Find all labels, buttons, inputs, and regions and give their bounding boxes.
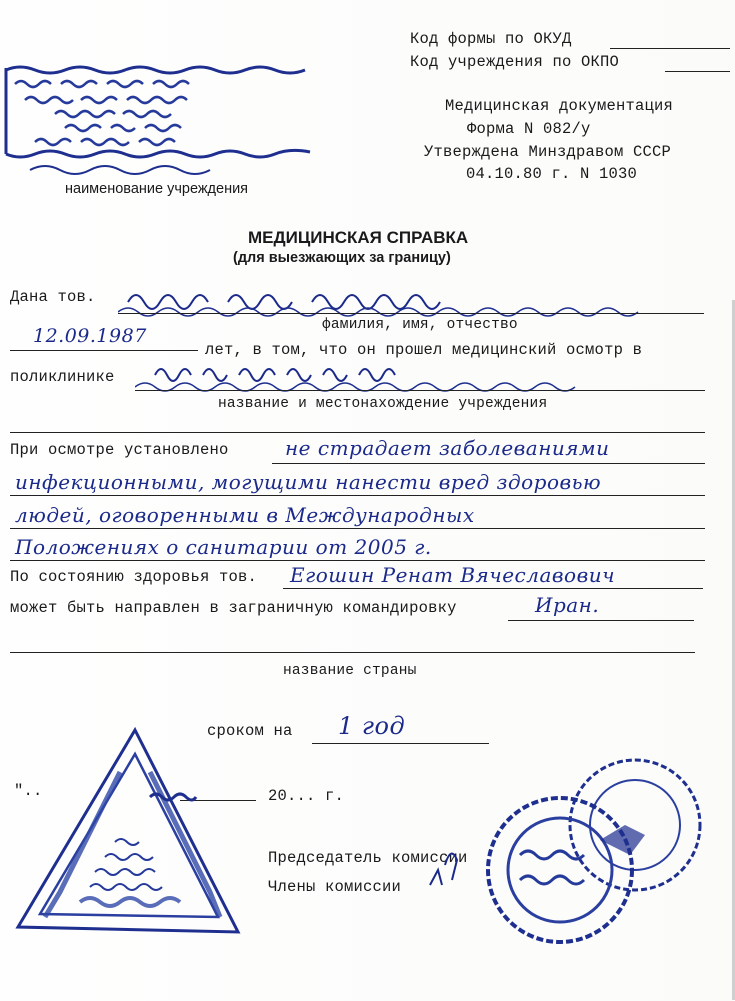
birth-date-line — [10, 350, 198, 351]
okud-field[interactable] — [610, 48, 730, 49]
okud-label: Код формы по ОКУД — [410, 30, 572, 48]
issued-to-label: Дана тов. — [10, 288, 96, 306]
document-title: МЕДИЦИНСКАЯ СПРАВКА — [248, 228, 469, 247]
document-subtitle: (для выезжающих за границу) — [233, 250, 451, 266]
country-caption: название страны — [283, 663, 417, 679]
health-line — [283, 588, 703, 589]
clinic-line-2 — [10, 432, 705, 433]
exam-line-3 — [10, 528, 705, 529]
okpo-field[interactable] — [665, 71, 730, 72]
exam-finding-line-1[interactable]: не страдает заболеваниями — [285, 436, 610, 460]
okpo-label: Код учреждения по ОКПО — [410, 53, 620, 71]
exam-line-2 — [10, 495, 705, 496]
name-caption: фамилия, имя, отчество — [322, 317, 518, 333]
exam-finding-line-3[interactable]: людей, оговоренными в Международных — [15, 503, 475, 527]
trip-label: может быть направлен в заграничную командировку — [10, 599, 457, 617]
exam-label: При осмотре установлено — [10, 441, 229, 459]
country-value[interactable]: Иран. — [535, 593, 600, 617]
members-label: Члены комиссии — [268, 878, 402, 896]
term-value[interactable]: 1 год — [338, 712, 406, 740]
institution-stamp — [0, 62, 320, 187]
institution-caption: наименование учреждения — [65, 181, 249, 197]
approved-by: Утверждена Минздравом СССР — [424, 143, 672, 161]
date-prefix: ".. — [14, 782, 43, 800]
exam-line-1 — [272, 463, 705, 464]
birth-date-value[interactable]: 12.09.1987 — [33, 325, 147, 347]
round-stamp — [410, 755, 720, 955]
term-line — [312, 743, 489, 744]
triangle-stamp — [10, 722, 245, 942]
clinic-caption: название и местонахождение учреждения — [218, 396, 548, 412]
clinic-label: поликлинике — [10, 368, 115, 386]
clinic-line — [135, 390, 705, 391]
exam-finding-line-4[interactable]: Положениях о санитарии от 2005 г. — [15, 535, 432, 559]
issued-to-line — [118, 313, 704, 314]
clinic-value[interactable] — [135, 355, 615, 395]
term-label: сроком на — [207, 722, 293, 740]
date-year: 20... г. — [268, 787, 345, 805]
approval-date: 04.10.80 г. N 1030 — [466, 165, 638, 183]
form-number: Форма N 082/у — [467, 120, 591, 138]
issued-to-value[interactable] — [118, 278, 698, 318]
exam-finding-line-2[interactable]: инфекционными, могущими нанести вред здоровью — [15, 470, 602, 494]
doc-type: Медицинская документация — [445, 97, 674, 115]
health-name-value[interactable]: Егошин Ренат Вячеславович — [290, 563, 616, 587]
country-line — [508, 620, 694, 621]
chairman-label: Председатель комиссии — [268, 849, 468, 867]
exam-line-4 — [10, 560, 705, 561]
country-line-2 — [10, 652, 695, 653]
health-label: По состоянию здоровья тов. — [10, 568, 258, 586]
years-text: лет, в том, что он прошел медицинский осмотр в — [205, 341, 643, 359]
